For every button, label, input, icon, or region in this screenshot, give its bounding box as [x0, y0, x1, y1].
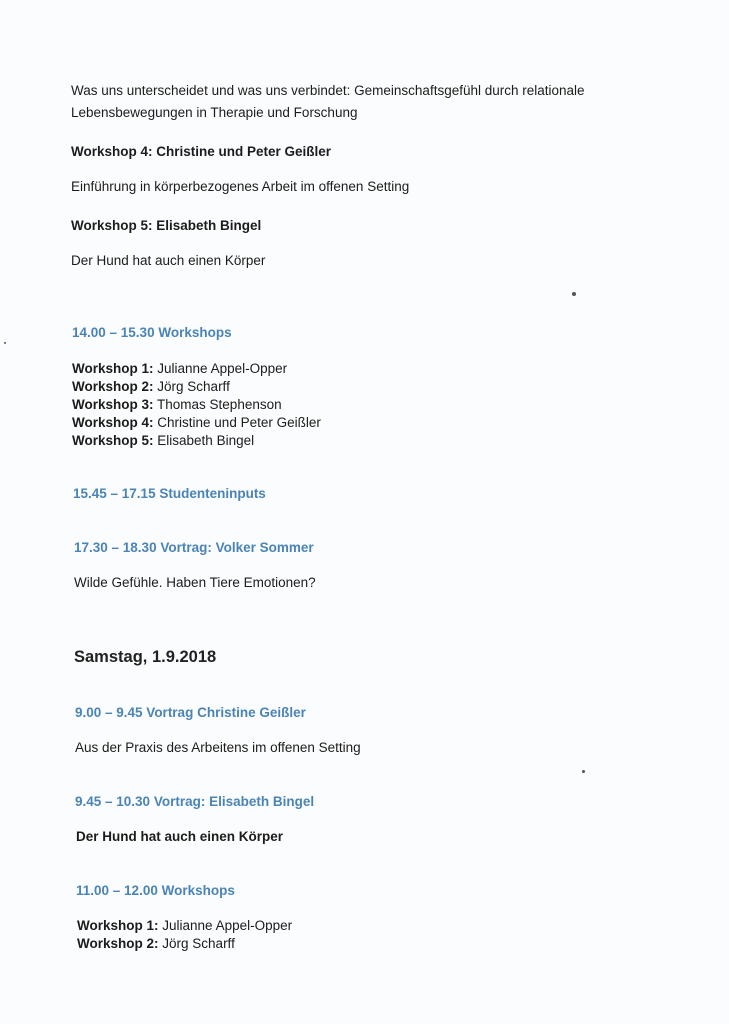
lecture-title: Wilde Gefühle. Haben Tiere Emotionen?: [74, 575, 316, 590]
workshop-list-item: [72, 360, 287, 378]
lecture-title: Der Hund hat auch einen Körper: [76, 829, 284, 844]
session-time-heading: 9.45 – 10.30 Vortrag: Elisabeth Bingel: [75, 794, 315, 809]
workshop-leader: Jörg Scharff: [162, 936, 235, 951]
workshop-leader: Julianne Appel-Opper: [157, 361, 288, 376]
workshop-list-item: [77, 935, 235, 953]
lecture-title: Aus der Praxis des Arbeitens im offenen Setting: [75, 740, 361, 755]
workshop-label: Workshop 3:: [72, 397, 154, 412]
workshop-list-item: [72, 414, 321, 432]
workshop-list-item: [72, 378, 230, 396]
scan-speck: [582, 770, 585, 773]
scan-speck: [572, 292, 576, 296]
intro-line-1: Was uns unterscheidet und was uns verbindet: Gemeinschaftsgefühl durch relationale: [71, 83, 585, 98]
workshop-leader: Thomas Stephenson: [157, 397, 282, 412]
workshop-list-item: [72, 432, 254, 450]
workshop-label: Workshop 1:: [77, 918, 159, 933]
workshop-label: Workshop 2:: [77, 936, 159, 951]
session-time-heading: 14.00 – 15.30 Workshops: [72, 325, 232, 340]
workshop-5-heading: Workshop 5: Elisabeth Bingel: [71, 218, 262, 233]
workshop-leader: Jörg Scharff: [157, 379, 230, 394]
workshop-5-description: Der Hund hat auch einen Körper: [71, 253, 266, 268]
session-time-heading: 9.00 – 9.45 Vortrag Christine Geißler: [75, 705, 306, 720]
day-heading: Samstag, 1.9.2018: [74, 648, 217, 666]
workshop-label: Workshop 5:: [72, 433, 154, 448]
scan-speck: [4, 342, 6, 344]
intro-line-2: Lebensbewegungen in Therapie und Forschung: [71, 105, 358, 120]
workshop-label: Workshop 4:: [72, 415, 154, 430]
workshop-list-item: [77, 917, 292, 935]
workshop-leader: Christine und Peter Geißler: [157, 415, 321, 430]
workshop-4-heading: Workshop 4: Christine und Peter Geißler: [71, 144, 332, 159]
workshop-label: Workshop 2:: [72, 379, 154, 394]
session-time-heading: 15.45 – 17.15 Studenteninputs: [73, 486, 266, 501]
session-time-heading: 17.30 – 18.30 Vortrag: Volker Sommer: [74, 540, 314, 555]
workshop-leader: Julianne Appel-Opper: [162, 918, 293, 933]
session-time-heading: 11.00 – 12.00 Workshops: [76, 883, 235, 898]
workshop-leader: Elisabeth Bingel: [157, 433, 255, 448]
workshop-4-description: Einführung in körperbezogenes Arbeit im offenen Setting: [71, 179, 410, 194]
workshop-list-item: [72, 396, 282, 414]
workshop-label: Workshop 1:: [72, 361, 154, 376]
